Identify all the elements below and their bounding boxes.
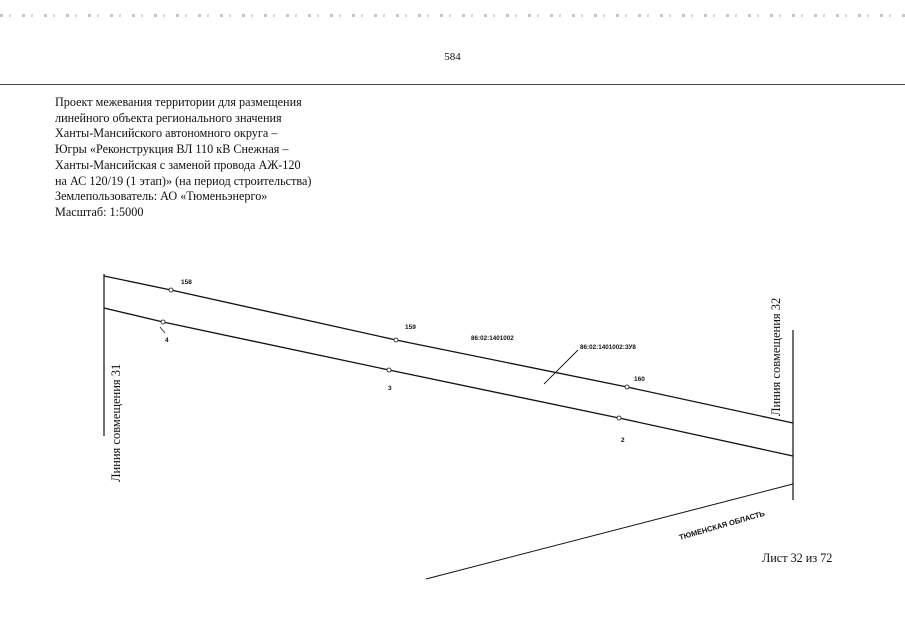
point-leader-line [160,327,165,333]
region-label: ТЮМЕНСКАЯ ОБЛАСТЬ [678,508,766,542]
match-line-32-label: Линия совмещения 32 [769,297,783,416]
point-label-159: 159 [405,324,416,331]
boundary-lower-line [104,308,793,456]
region-boundary-line [426,484,793,579]
point-label-2: 2 [621,437,625,444]
sheet-number: Лист 32 из 72 [762,551,833,565]
point-label-3: 3 [388,385,392,392]
boundary-point-2 [617,416,621,420]
boundary-point-159 [394,338,398,342]
title-line: Проект межевания территории для размещения [55,95,302,109]
boundary-upper-line [104,276,793,423]
title-line: Югры «Реконструкция ВЛ 110 кВ Снежная – [55,142,289,157]
boundary-point-160 [625,385,629,389]
title-line: линейного объекта регионального значения [55,110,282,125]
boundary-point-4 [161,320,165,324]
title-line: Ханты-Мансийского автономного округа – [55,126,278,141]
parcel-label-zu: 86:02:1401002:ЗУ8 [580,344,636,351]
title-line: на АС 120/19 (1 этап)» (на период строительства) [55,173,312,188]
parcel-label-quarter: 86:02:1401002 [471,335,514,342]
match-line-31-label: Линия совмещения 31 [109,363,123,482]
title-line: Ханты-Мансийская с заменой провода АЖ-120 [55,157,301,172]
parcel-leader-line [544,350,578,384]
point-label-4: 4 [165,337,169,344]
land-user-line: Землепользователь: АО «Тюменьэнерго» [55,189,268,204]
point-label-160: 160 [634,376,645,383]
scale-line: Масштаб: 1:5000 [55,204,144,219]
page-number: 584 [444,51,461,63]
boundary-point-3 [387,368,391,372]
boundary-point-158 [169,288,173,292]
point-label-158: 158 [181,279,192,286]
